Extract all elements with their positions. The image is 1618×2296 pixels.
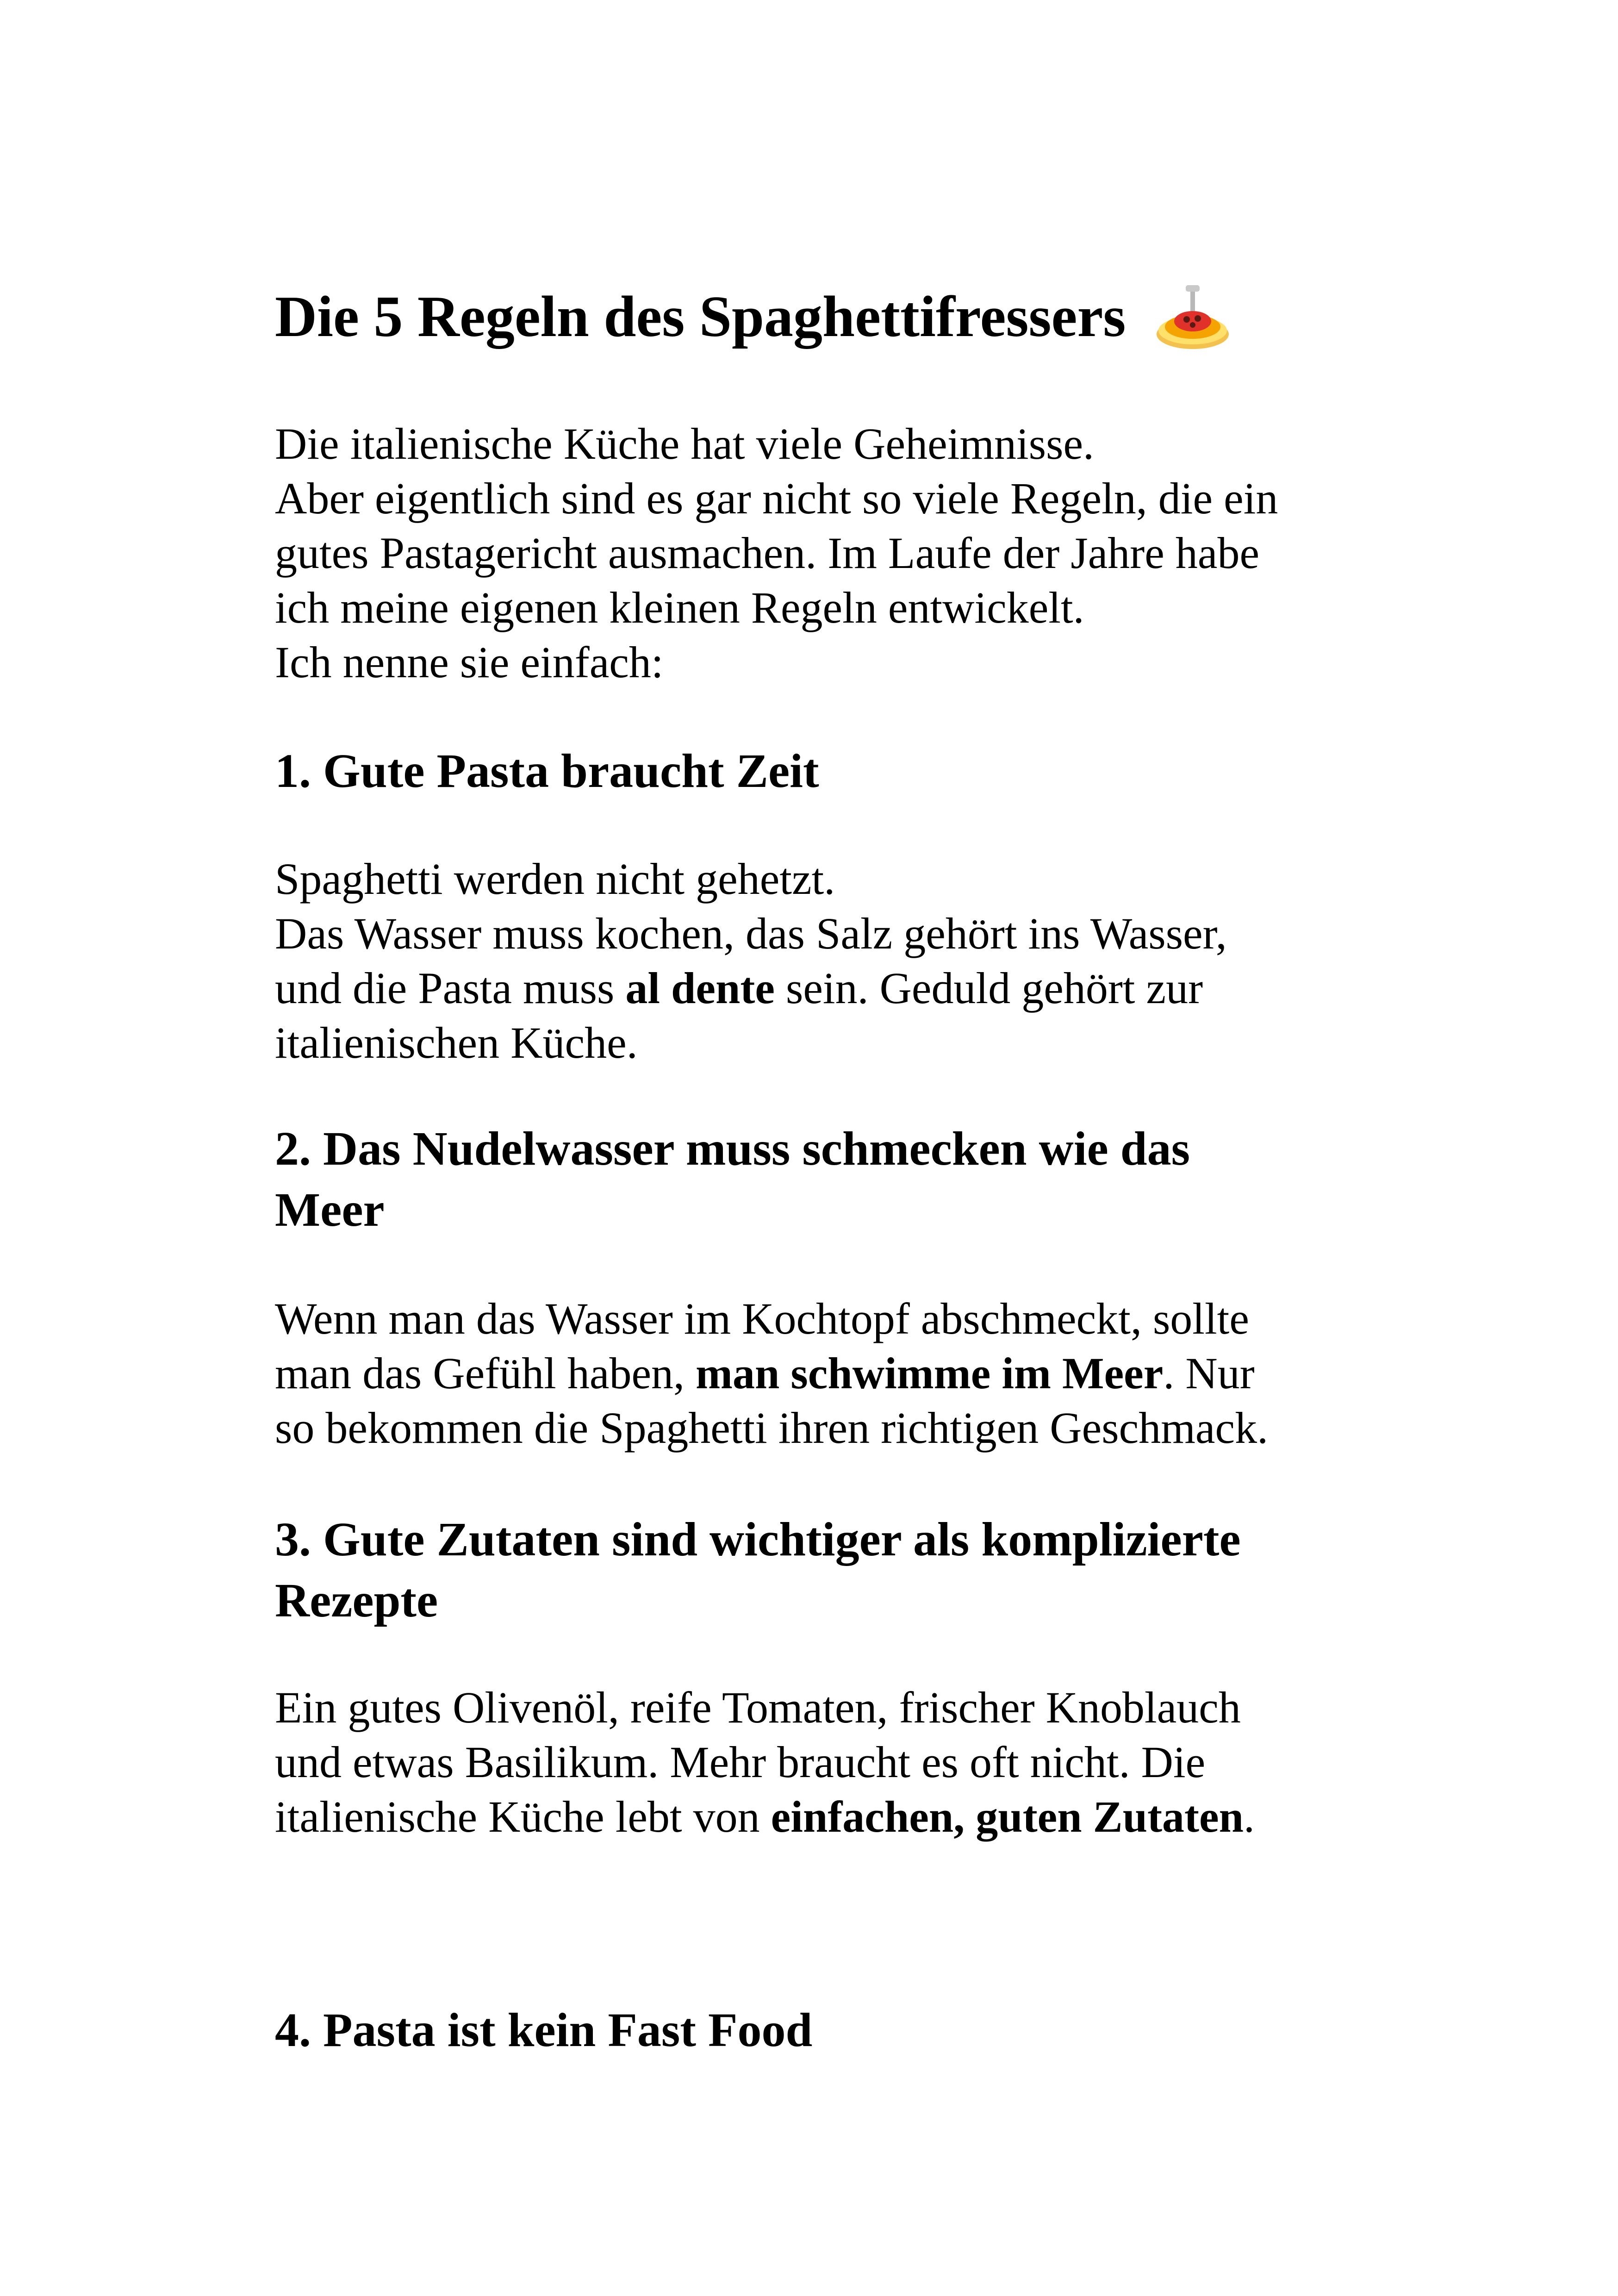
ingredients-emphasis: einfachen, guten Zutaten <box>771 1792 1244 1841</box>
spaghetti-icon <box>1153 282 1232 352</box>
intro-line: gutes Pastagericht ausmachen. Im Laufe der Jahre habe <box>275 528 1260 578</box>
rule-3-heading: 3. Gute Zutaten sind wichtiger als komplizierte Rezepte <box>275 1513 1241 1627</box>
rule-2-body: Wenn man das Wasser im Kochtopf abschmeckt, sollte man das Gefühl haben, man schwimme im Meer. Nur so bekommen die Spaghetti ihren richtigen Geschmack. <box>275 1294 1269 1453</box>
sea-emphasis: man schwimme im Meer <box>696 1348 1164 1398</box>
page-title <box>275 282 1232 352</box>
intro-paragraph <box>275 417 1278 690</box>
rule-4-heading: 4. Pasta ist kein Fast Food <box>275 2003 813 2057</box>
page-title-text: Die 5 Regeln des Spaghettifressers <box>275 285 1126 349</box>
intro-line: Die italienische Küche hat viele Geheimnisse. <box>275 419 1095 468</box>
rule-1-body-line-3: und die Pasta muss al dente sein. Geduld gehört zur <box>275 963 1203 1013</box>
rule-1-heading: 1. Gute Pasta braucht Zeit <box>275 744 819 798</box>
intro-line: Aber eigentlich sind es gar nicht so viele Regeln, die ein <box>275 474 1278 523</box>
intro-line: Ich nenne sie einfach: <box>275 637 664 687</box>
rule-2-heading: 2. Das Nudelwasser muss schmecken wie das Meer <box>275 1122 1190 1236</box>
intro-line: ich meine eigenen kleinen Regeln entwickelt. <box>275 583 1084 632</box>
rule-1-body: Spaghetti werden nicht gehetzt. Das Wasser muss kochen, das Salz gehört ins Wasser, und die Pasta muss al dente sein. Geduld gehört zur italienischen Küche. <box>275 854 1227 1067</box>
rule-3-body-line-3: italienische Küche lebt von einfachen, guten Zutaten. <box>275 1792 1255 1841</box>
rule-2-body-line-2: man das Gefühl haben, man schwimme im Meer. Nur <box>275 1348 1255 1398</box>
al-dente-emphasis: al dente <box>625 963 775 1013</box>
rule-3-body: Ein gutes Olivenöl, reife Tomaten, frischer Knoblauch und etwas Basilikum. Mehr braucht es oft nicht. Die italienische Küche lebt von einfachen, guten Zutaten. <box>275 1680 1255 1844</box>
